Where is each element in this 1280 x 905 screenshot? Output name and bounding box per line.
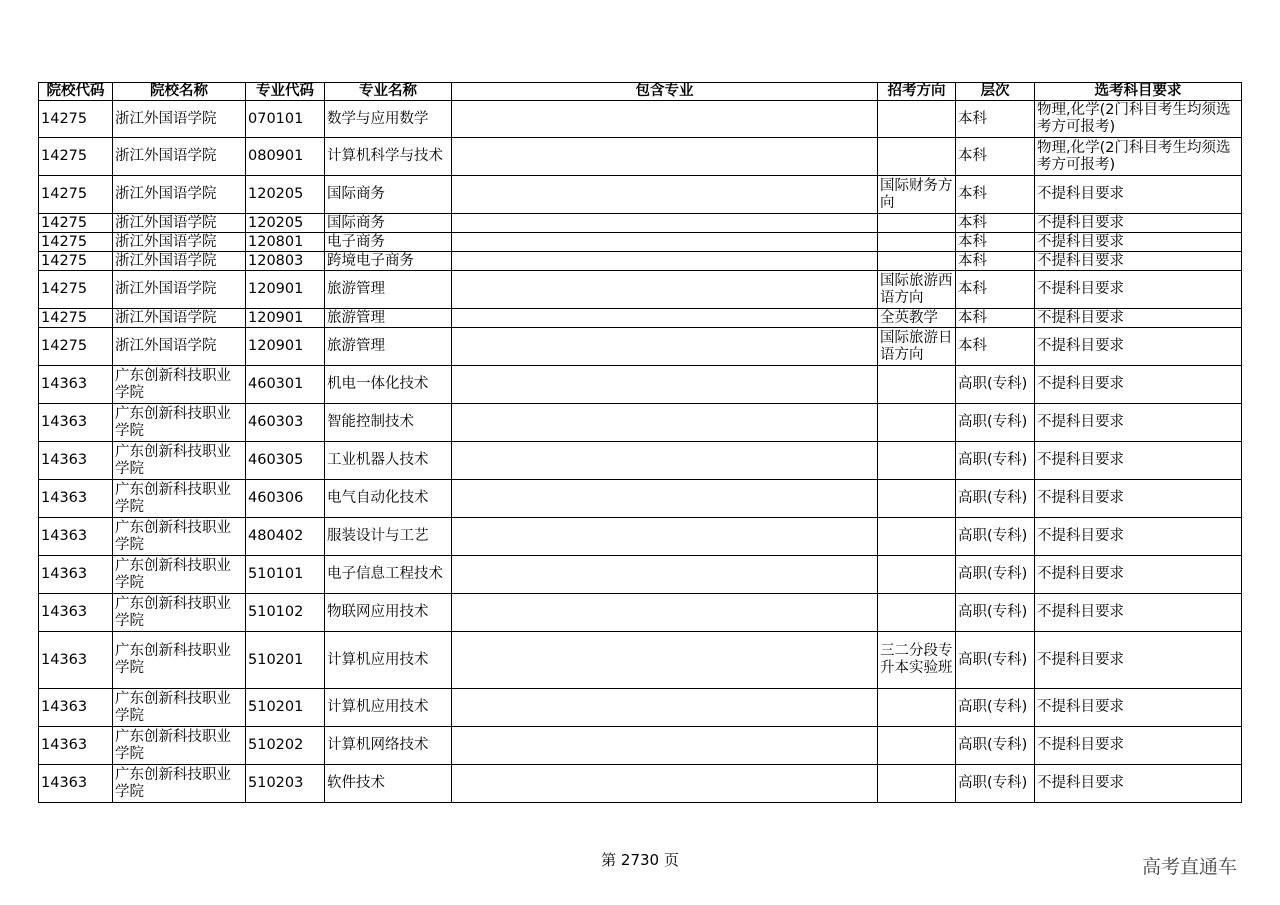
cell-major-code: 120901 [246,328,325,366]
cell-admission-direction [878,138,956,176]
cell-admission-direction: 全英教学 [878,309,956,328]
table-body [39,101,1242,803]
cell-admission-direction [878,233,956,252]
cell-subject-requirements: 不提科目要求 [1035,556,1242,594]
cell-major-code: 120901 [246,271,325,309]
cell-institution-code: 14275 [39,328,113,366]
cell-major-code: 460306 [246,480,325,518]
cell-institution-code: 14363 [39,480,113,518]
header-admission-direction: 招考方向 [878,83,956,101]
cell-institution-name: 广东创新科技职业学院 [113,442,246,480]
cell-major-code: 510102 [246,594,325,632]
cell-major-name: 电子信息工程技术 [325,556,452,594]
cell-institution-code: 14275 [39,176,113,214]
cell-subject-requirements: 不提科目要求 [1035,328,1242,366]
cell-major-name: 国际商务 [325,214,452,233]
cell-major-code: 480402 [246,518,325,556]
cell-major-code: 120205 [246,214,325,233]
cell-admission-direction: 国际财务方向 [878,176,956,214]
cell-major-name: 计算机网络技术 [325,727,452,765]
cell-included-majors [452,442,878,480]
cell-institution-code: 14363 [39,518,113,556]
cell-major-name: 计算机科学与技术 [325,138,452,176]
cell-subject-requirements: 不提科目要求 [1035,176,1242,214]
cell-level: 高职(专科) [956,727,1035,765]
header-subject-requirements: 选考科目要求 [1035,83,1242,101]
cell-major-code: 510201 [246,632,325,689]
cell-included-majors [452,556,878,594]
cell-level: 高职(专科) [956,366,1035,404]
cell-institution-name: 广东创新科技职业学院 [113,366,246,404]
cell-major-name: 物联网应用技术 [325,594,452,632]
table-row [39,594,1242,632]
table-row [39,176,1242,214]
cell-included-majors [452,252,878,271]
cell-included-majors [452,480,878,518]
cell-major-name: 旅游管理 [325,309,452,328]
table-row [39,328,1242,366]
cell-included-majors [452,176,878,214]
table-row [39,271,1242,309]
cell-major-name: 国际商务 [325,176,452,214]
admissions-table [38,82,1242,803]
cell-included-majors [452,404,878,442]
cell-major-name: 服装设计与工艺 [325,518,452,556]
cell-subject-requirements: 不提科目要求 [1035,271,1242,309]
cell-major-name: 智能控制技术 [325,404,452,442]
cell-institution-code: 14275 [39,271,113,309]
cell-level: 高职(专科) [956,442,1035,480]
cell-admission-direction [878,594,956,632]
cell-institution-code: 14363 [39,765,113,803]
cell-major-name: 旅游管理 [325,328,452,366]
cell-major-code: 510202 [246,727,325,765]
cell-subject-requirements: 不提科目要求 [1035,518,1242,556]
cell-subject-requirements: 不提科目要求 [1035,765,1242,803]
cell-major-name: 工业机器人技术 [325,442,452,480]
cell-level: 本科 [956,233,1035,252]
cell-institution-name: 浙江外国语学院 [113,214,246,233]
cell-subject-requirements: 不提科目要求 [1035,366,1242,404]
cell-major-code: 120803 [246,252,325,271]
cell-major-name: 机电一体化技术 [325,366,452,404]
table-row [39,632,1242,689]
cell-institution-name: 浙江外国语学院 [113,101,246,138]
page-number: 第 2730 页 [601,851,679,869]
cell-institution-name: 广东创新科技职业学院 [113,480,246,518]
cell-institution-name: 广东创新科技职业学院 [113,689,246,727]
cell-included-majors [452,632,878,689]
cell-level: 本科 [956,138,1035,176]
header-major-name: 专业名称 [325,83,452,101]
cell-admission-direction: 国际旅游日语方向 [878,328,956,366]
header-institution-code: 院校代码 [39,83,113,101]
cell-level: 高职(专科) [956,632,1035,689]
cell-institution-code: 14363 [39,689,113,727]
cell-level: 高职(专科) [956,404,1035,442]
header-level: 层次 [956,83,1035,101]
cell-major-name: 软件技术 [325,765,452,803]
cell-institution-name: 浙江外国语学院 [113,233,246,252]
cell-included-majors [452,138,878,176]
cell-institution-name: 浙江外国语学院 [113,252,246,271]
cell-included-majors [452,271,878,309]
cell-level: 本科 [956,252,1035,271]
cell-subject-requirements: 不提科目要求 [1035,252,1242,271]
cell-included-majors [452,309,878,328]
cell-admission-direction [878,689,956,727]
cell-institution-code: 14363 [39,404,113,442]
table-row [39,518,1242,556]
cell-institution-name: 浙江外国语学院 [113,271,246,309]
header-major-code: 专业代码 [246,83,325,101]
cell-included-majors [452,101,878,138]
cell-major-name: 计算机应用技术 [325,632,452,689]
cell-admission-direction [878,556,956,594]
cell-level: 本科 [956,328,1035,366]
cell-institution-name: 浙江外国语学院 [113,138,246,176]
cell-subject-requirements: 物理,化学(2门科目考生均须选考方可报考) [1035,101,1242,138]
cell-institution-code: 14275 [39,214,113,233]
cell-level: 高职(专科) [956,689,1035,727]
table-row [39,252,1242,271]
table-row [39,727,1242,765]
cell-major-name: 跨境电子商务 [325,252,452,271]
cell-major-code: 080901 [246,138,325,176]
cell-admission-direction: 三二分段专升本实验班 [878,632,956,689]
cell-level: 本科 [956,271,1035,309]
table-row [39,404,1242,442]
cell-level: 高职(专科) [956,765,1035,803]
cell-major-name: 旅游管理 [325,271,452,309]
cell-institution-name: 广东创新科技职业学院 [113,556,246,594]
cell-major-code: 460305 [246,442,325,480]
cell-institution-name: 浙江外国语学院 [113,309,246,328]
cell-included-majors [452,727,878,765]
cell-admission-direction [878,765,956,803]
cell-level: 本科 [956,214,1035,233]
cell-admission-direction [878,366,956,404]
cell-included-majors [452,366,878,404]
table-row [39,442,1242,480]
watermark-text: 高考直通车 [1142,856,1238,878]
cell-major-code: 510203 [246,765,325,803]
cell-included-majors [452,765,878,803]
cell-admission-direction [878,727,956,765]
cell-institution-code: 14363 [39,442,113,480]
header-included-majors: 包含专业 [452,83,878,101]
cell-admission-direction [878,404,956,442]
cell-major-name: 电气自动化技术 [325,480,452,518]
table-row [39,309,1242,328]
cell-institution-name: 浙江外国语学院 [113,176,246,214]
cell-major-name: 数学与应用数学 [325,101,452,138]
cell-major-code: 460303 [246,404,325,442]
cell-subject-requirements: 不提科目要求 [1035,214,1242,233]
cell-level: 高职(专科) [956,556,1035,594]
cell-major-code: 120205 [246,176,325,214]
header-institution-name: 院校名称 [113,83,246,101]
cell-admission-direction [878,214,956,233]
cell-level: 本科 [956,176,1035,214]
cell-admission-direction: 国际旅游西语方向 [878,271,956,309]
cell-institution-code: 14275 [39,309,113,328]
cell-included-majors [452,689,878,727]
table-row [39,366,1242,404]
table-row [39,556,1242,594]
cell-admission-direction [878,518,956,556]
cell-level: 本科 [956,101,1035,138]
cell-subject-requirements: 不提科目要求 [1035,480,1242,518]
cell-subject-requirements: 不提科目要求 [1035,309,1242,328]
cell-institution-name: 浙江外国语学院 [113,328,246,366]
cell-institution-code: 14275 [39,233,113,252]
cell-institution-name: 广东创新科技职业学院 [113,632,246,689]
cell-institution-name: 广东创新科技职业学院 [113,404,246,442]
cell-major-code: 070101 [246,101,325,138]
cell-major-code: 510201 [246,689,325,727]
cell-institution-code: 14275 [39,138,113,176]
cell-admission-direction [878,442,956,480]
table-row [39,765,1242,803]
cell-institution-code: 14363 [39,632,113,689]
cell-included-majors [452,233,878,252]
cell-subject-requirements: 不提科目要求 [1035,404,1242,442]
cell-institution-code: 14275 [39,101,113,138]
cell-subject-requirements: 不提科目要求 [1035,727,1242,765]
cell-institution-code: 14363 [39,366,113,404]
cell-institution-name: 广东创新科技职业学院 [113,594,246,632]
cell-institution-code: 14275 [39,252,113,271]
cell-major-code: 120901 [246,309,325,328]
cell-institution-name: 广东创新科技职业学院 [113,727,246,765]
table-row [39,138,1242,176]
cell-institution-code: 14363 [39,556,113,594]
cell-institution-name: 广东创新科技职业学院 [113,765,246,803]
cell-subject-requirements: 不提科目要求 [1035,442,1242,480]
cell-institution-code: 14363 [39,594,113,632]
cell-level: 高职(专科) [956,480,1035,518]
cell-subject-requirements: 物理,化学(2门科目考生均须选考方可报考) [1035,138,1242,176]
cell-subject-requirements: 不提科目要求 [1035,632,1242,689]
cell-admission-direction [878,101,956,138]
cell-included-majors [452,214,878,233]
cell-subject-requirements: 不提科目要求 [1035,233,1242,252]
table-header-row [39,83,1242,101]
table-row [39,101,1242,138]
cell-subject-requirements: 不提科目要求 [1035,594,1242,632]
cell-included-majors [452,328,878,366]
cell-level: 本科 [956,309,1035,328]
cell-admission-direction [878,480,956,518]
cell-major-name: 计算机应用技术 [325,689,452,727]
table-row [39,480,1242,518]
table-row [39,214,1242,233]
cell-included-majors [452,518,878,556]
cell-admission-direction [878,252,956,271]
cell-institution-name: 广东创新科技职业学院 [113,518,246,556]
cell-major-code: 510101 [246,556,325,594]
cell-major-code: 120801 [246,233,325,252]
cell-subject-requirements: 不提科目要求 [1035,689,1242,727]
cell-level: 高职(专科) [956,518,1035,556]
cell-major-code: 460301 [246,366,325,404]
table-row [39,689,1242,727]
table-row [39,233,1242,252]
cell-included-majors [452,594,878,632]
cell-institution-code: 14363 [39,727,113,765]
cell-level: 高职(专科) [956,594,1035,632]
cell-major-name: 电子商务 [325,233,452,252]
